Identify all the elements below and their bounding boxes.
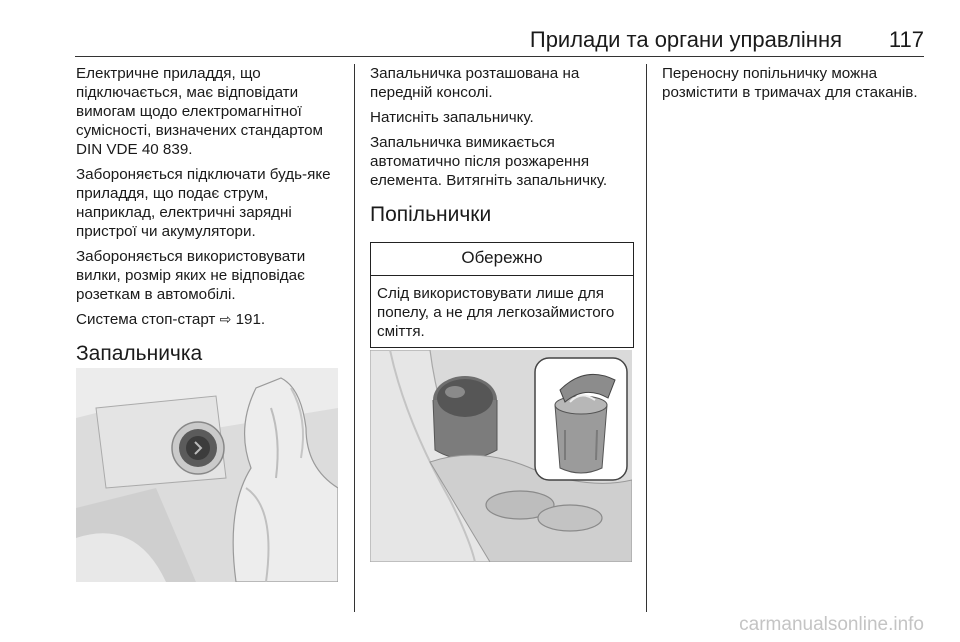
ashtray-illustration: [370, 350, 632, 562]
reference-page-link[interactable]: 191.: [235, 311, 266, 328]
paragraph: Забороняється підключати будь-яке приладдя, що подає струм, наприклад, електричні зарядні пристрої чи акумулятори.: [76, 166, 331, 240]
paragraph: Запальничка розташована на передній консолі.: [370, 65, 580, 101]
warning-box: [370, 242, 634, 348]
column-divider: [646, 64, 647, 612]
arrow-right-outline-icon[interactable]: ⇨: [219, 311, 232, 327]
reference-text: Система стоп-старт: [76, 311, 216, 328]
section-heading-lighter: Запальничка: [76, 342, 203, 365]
warning-title: Обережно: [371, 243, 633, 276]
chapter-title: Прилади та органи управління: [529, 27, 842, 52]
paragraph: Забороняється використовувати вилки, розмір яких не відповідає розеткам в автомобілі.: [76, 248, 306, 303]
paragraph: Переносну попільничку можна розмістити в тримачах для стаканів.: [662, 65, 918, 101]
page-number: 117: [888, 27, 924, 52]
column-divider: [354, 64, 355, 612]
paragraph: Електричне приладдя, що підключається, має відповідати вимогам щодо електромагнітної сумісності, визначених стандартом DIN VDE 40 839.: [76, 65, 323, 158]
watermark: carmanualsonline.info: [739, 614, 924, 635]
paragraph-reference: [76, 310, 344, 329]
paragraph: Запальничка вимикається автоматично після розжарення елемента. Витягніть запальничку.: [370, 134, 608, 189]
warning-text: Слід використовувати лише для попелу, а не для легкозаймистого сміття.: [377, 285, 615, 340]
section-heading-ashtrays: Попільнички: [370, 203, 492, 226]
column-left: [76, 64, 344, 381]
column-middle: [370, 64, 636, 348]
paragraph: Натисніть запальничку.: [370, 109, 534, 126]
column-right: [662, 64, 924, 108]
cigarette-lighter-illustration: [76, 368, 338, 582]
page-header: [75, 20, 924, 57]
